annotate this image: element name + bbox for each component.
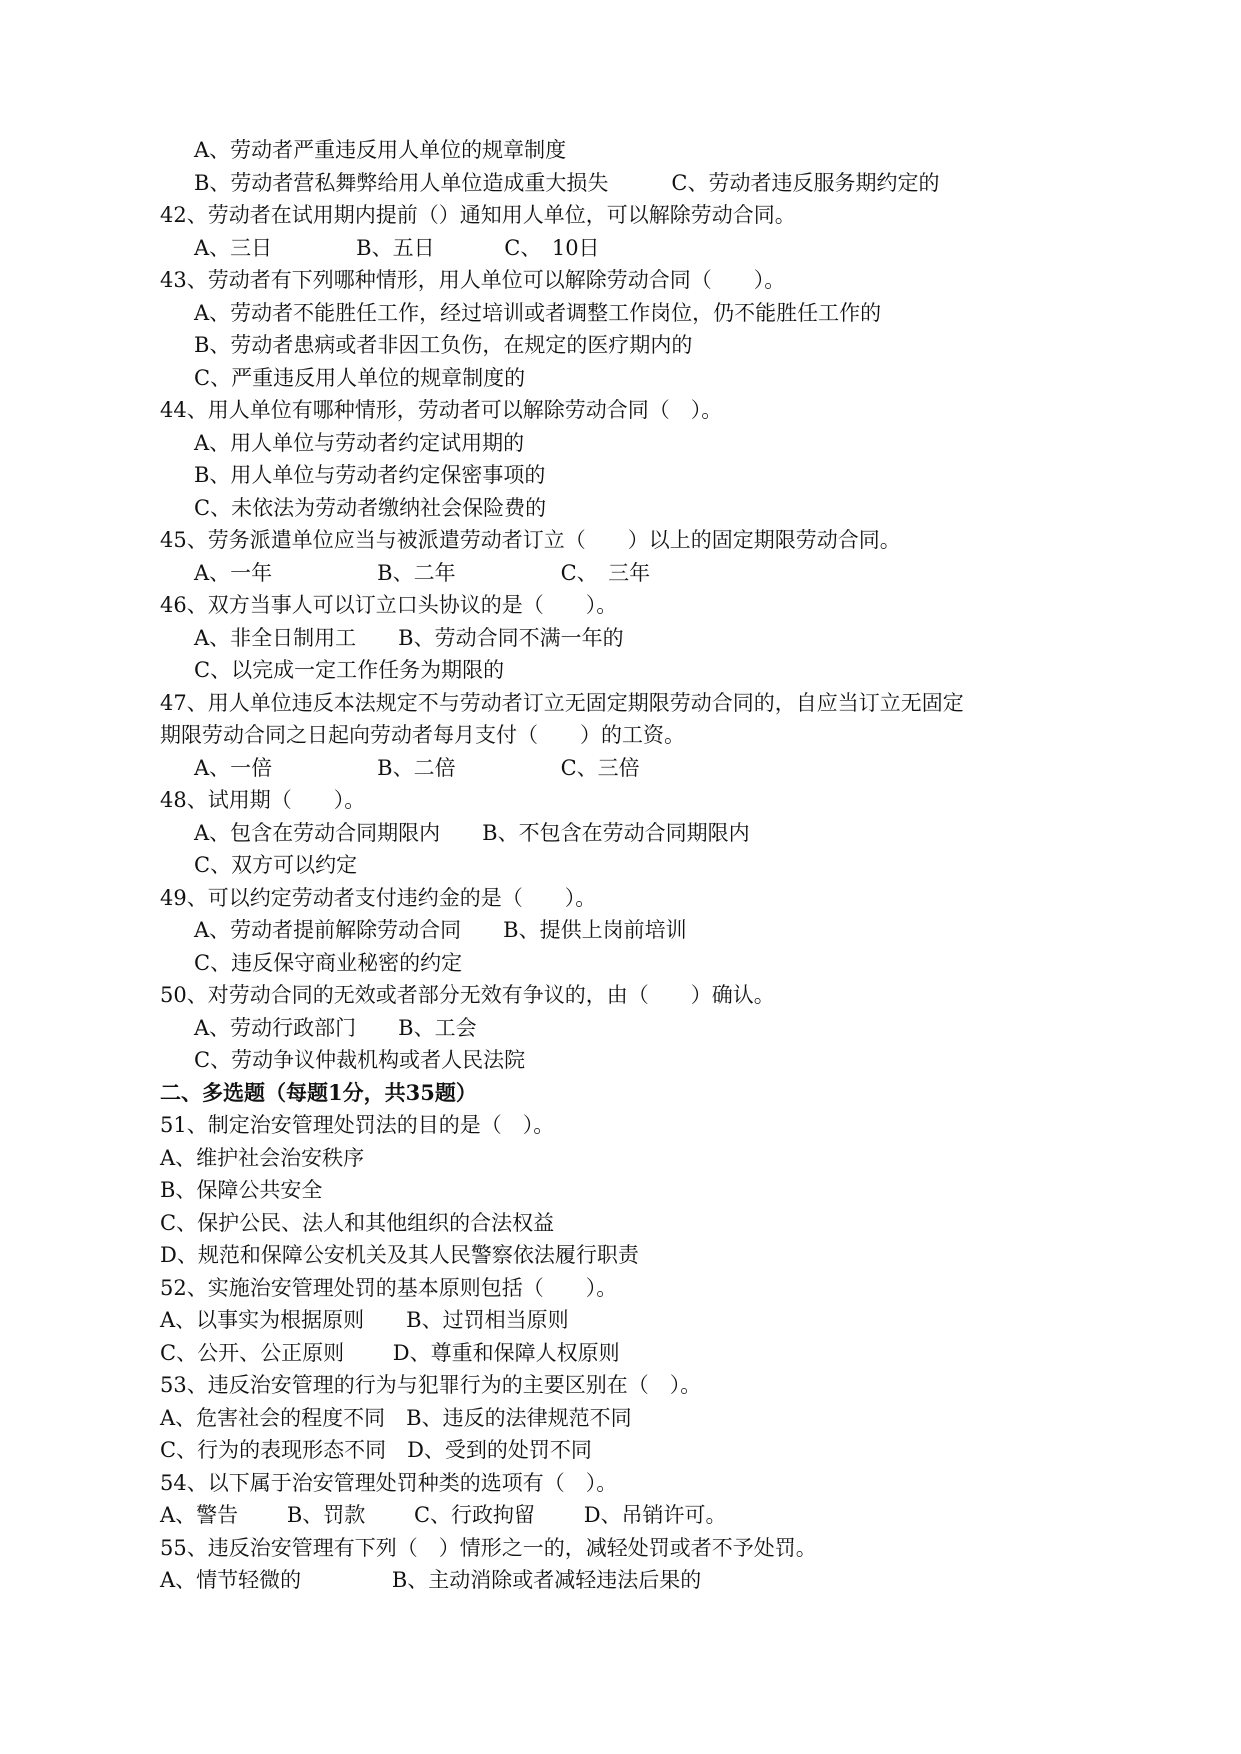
option-line: A、劳动者不能胜任工作，经过培训或者调整工作岗位，仍不能胜任工作的 — [194, 300, 882, 325]
question-line: 44、用人单位有哪种情形，劳动者可以解除劳动合同（ ）。 — [160, 398, 723, 422]
question-line: 52、实施治安管理处罚的基本原则包括（ ）。 — [160, 1275, 618, 1300]
option-line: A、一年 B、二年 C、 三年 — [194, 560, 651, 585]
option-line: C、劳动争议仲裁机构或者人民法院 — [194, 1048, 526, 1072]
question-line: 48、试用期（ ）。 — [160, 788, 366, 812]
option-line: C、严重违反用人单位的规章制度的 — [194, 365, 526, 390]
question-line: 42、劳动者在试用期内提前（）通知用人单位，可以解除劳动合同。 — [160, 203, 796, 227]
option-line: C、行为的表现形态不同 D、受到的处罚不同 — [160, 1438, 592, 1462]
section-heading: 二、多选题（每题1分，共35题） — [160, 1079, 477, 1105]
option-line: C、以完成一定工作任务为期限的 — [194, 658, 505, 682]
option-line: A、警告 B、罚款 C、行政拘留 D、吊销许可。 — [160, 1503, 727, 1527]
question-line: 46、双方当事人可以订立口头协议的是（ ）。 — [160, 593, 618, 617]
option-line: C、保护公民、法人和其他组织的合法权益 — [160, 1210, 555, 1235]
question-line: 45、劳务派遣单位应当与被派遣劳动者订立（ ）以上的固定期限劳动合同。 — [160, 528, 901, 552]
option-line: A、劳动者严重违反用人单位的规章制度 — [194, 138, 567, 162]
question-line: 期限劳动合同之日起向劳动者每月支付（ ）的工资。 — [160, 723, 685, 747]
option-line: A、一倍 B、二倍 C、三倍 — [194, 755, 640, 780]
question-line: 43、劳动者有下列哪种情形，用人单位可以解除劳动合同（ ）。 — [160, 268, 786, 292]
option-line: B、劳动者患病或者非因工负伤，在规定的医疗期内的 — [194, 333, 693, 357]
option-line: A、以事实为根据原则 B、过罚相当原则 — [160, 1308, 569, 1332]
question-line: 50、对劳动合同的无效或者部分无效有争议的，由（ ）确认。 — [160, 983, 775, 1007]
option-line: B、保障公共安全 — [160, 1178, 323, 1202]
option-line: B、劳动者营私舞弊给用人单位造成重大损失 C、劳动者违反服务期约定的 — [194, 170, 940, 195]
option-line: A、非全日制用工 B、劳动合同不满一年的 — [194, 625, 624, 650]
question-line: 49、可以约定劳动者支付违约金的是（ ）。 — [160, 885, 597, 910]
question-line: 55、违反治安管理有下列（ ）情形之一的，减轻处罚或者不予处罚。 — [160, 1535, 817, 1560]
question-line: 53、违反治安管理的行为与犯罪行为的主要区别在（ ）。 — [160, 1373, 702, 1397]
option-line: A、劳动行政部门 B、工会 — [194, 1015, 477, 1040]
question-line: 54、以下属于治安管理处罚种类的选项有（ ）。 — [160, 1470, 618, 1495]
exam-content — [160, 134, 1120, 1597]
option-line: C、未依法为劳动者缴纳社会保险费的 — [194, 495, 547, 520]
option-line: A、劳动者提前解除劳动合同 B、提供上岗前培训 — [194, 918, 687, 942]
option-line: C、违反保守商业秘密的约定 — [194, 950, 463, 975]
option-line: A、包含在劳动合同期限内 B、不包含在劳动合同期限内 — [194, 820, 750, 845]
option-line: D、规范和保障公安机关及其人民警察依法履行职责 — [160, 1243, 639, 1267]
option-line: C、公开、公正原则 D、尊重和保障人权原则 — [160, 1340, 620, 1365]
option-line: A、维护社会治安秩序 — [160, 1145, 365, 1170]
question-line: 51、制定治安管理处罚法的目的是（ ）。 — [160, 1113, 555, 1137]
option-line: A、情节轻微的 B、主动消除或者减轻违法后果的 — [160, 1568, 702, 1592]
option-line: A、三日 B、五日 C、 10日 — [194, 235, 600, 260]
option-line: C、双方可以约定 — [194, 853, 358, 877]
question-line: 47、用人单位违反本法规定不与劳动者订立无固定期限劳动合同的，自应当订立无固定 — [160, 690, 964, 715]
option-line: A、用人单位与劳动者约定试用期的 — [194, 430, 525, 455]
option-line: A、危害社会的程度不同 B、违反的法律规范不同 — [160, 1405, 632, 1430]
option-line: B、用人单位与劳动者约定保密事项的 — [194, 463, 546, 487]
